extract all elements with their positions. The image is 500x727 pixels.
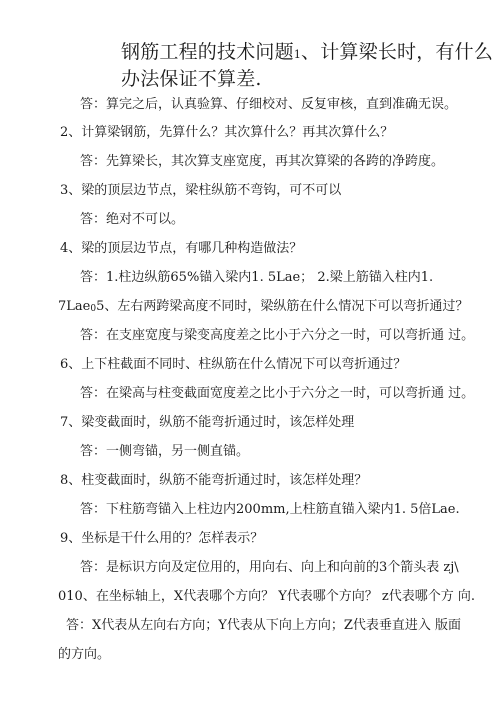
answer-9: 答：是标识方向及定位用的，用向右、向上和向前的3个箭头表 zj\	[80, 560, 459, 575]
title-subscript: 1	[293, 48, 302, 61]
answer-3: 答：绝对不可以。	[80, 212, 185, 227]
title-line-1	[121, 40, 494, 67]
question-5-text: 5、左右两跨梁高度不同时，梁纵筋在什么情况下可以弯折通过？	[96, 299, 469, 314]
answer-6: 答：在梁高与柱变截面宽度差之比小于六分之一时，可以弯折通 过。	[80, 386, 475, 401]
document-title	[121, 40, 494, 92]
answer-2: 答：先算梁长，其次算支座宽度，再其次算梁的各跨的净跨度。	[80, 154, 445, 169]
lae-subscript: 0	[90, 304, 97, 314]
question-4: 4、梁的顶层边节点，有哪几种构造做法？	[60, 241, 303, 256]
question-6: 6、上下柱截面不同时、柱纵筋在什么情况下可以弯折通过？	[60, 357, 407, 372]
answer-4: 答：1.柱边纵筋65%锚入梁内1. 5Lae； 2.梁上筋锚入柱内1.	[80, 270, 434, 285]
answer-10-continued: 的方向。	[58, 647, 111, 662]
title-text-a: 钢筋工程的技术问题	[121, 41, 294, 63]
title-text-b: 、计算梁长时，有什么	[301, 41, 494, 63]
question-3: 3、梁的顶层边节点，梁柱纵筋不弯钩，可不可以	[60, 183, 342, 198]
question-2: 2、计算梁钢筋，先算什么？其次算什么？再其次算什么？	[60, 125, 394, 140]
question-9: 9、坐标是干什么用的？怎样表示？	[60, 531, 264, 546]
answer-4-continued-question-5	[58, 298, 468, 318]
lae-text: 7Lae	[58, 299, 91, 314]
question-8: 8、柱变截面时，纵筋不能弯折通过时，该怎样处理？	[60, 473, 368, 488]
answer-5: 答：在支座宽度与梁变高度差之比小于六分之一时，可以弯折通 过。	[80, 328, 475, 343]
question-7: 7、梁变截面时，纵筋不能弯折通过时，该怎样处理	[60, 415, 355, 430]
title-line-2: 办法保证不算差.	[121, 68, 262, 90]
answer-8: 答：下柱筋弯锚入上柱边内200mm,上柱筋直锚入梁内1. 5倍Lae.	[80, 502, 460, 517]
question-10: 010、在坐标轴上，X代表哪个方向？ Y代表哪个方向？ z代表哪个方 向.	[58, 589, 476, 604]
answer-1: 答：算完之后，认真验算、仔细校对、反复审核，直到准确无误。	[80, 97, 458, 112]
answer-7: 答：一侧弯锚，另一侧直锚。	[80, 444, 250, 459]
answer-10: 答：X代表从左向右方向；Y代表从下向上方向；Z代表垂直进入 版面	[66, 618, 462, 633]
